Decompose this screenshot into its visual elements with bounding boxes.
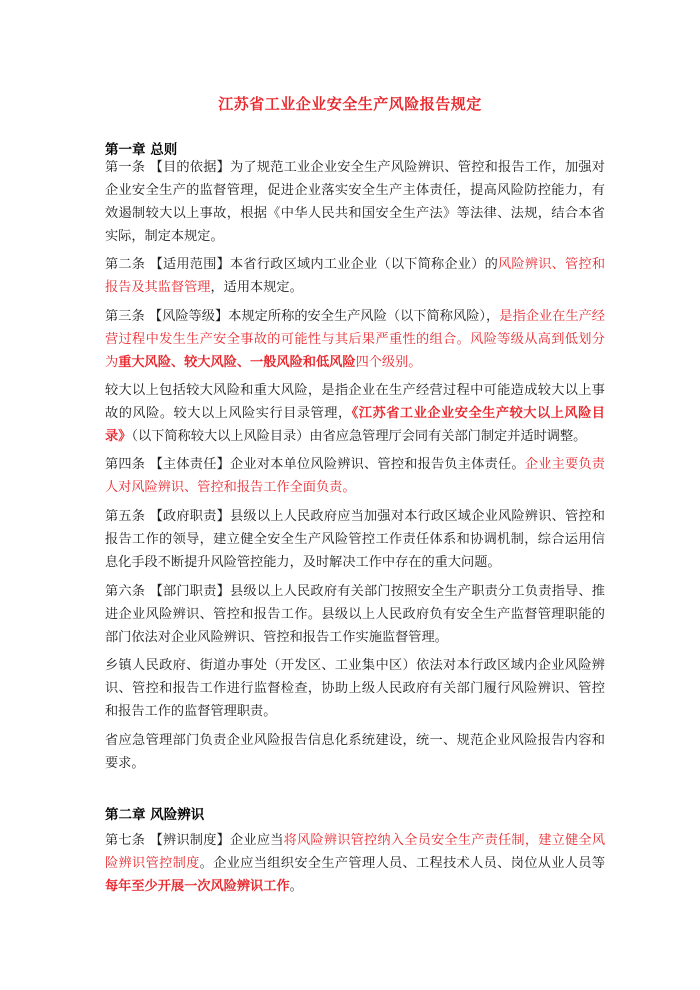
article-3-highlight-end: 四个级别。 [355, 355, 422, 370]
chapter-2-heading: 第二章 风险辨识 [105, 807, 205, 823]
document-title: 江苏省工业企业安全生产风险报告规定 [218, 95, 482, 113]
article-3-paragraph-2 [105, 379, 605, 448]
article-2-text-end: ，适用本规定。 [210, 280, 303, 295]
article-3 [105, 305, 605, 374]
article-3-head: 第三条 【风险等级】 [105, 309, 229, 324]
article-4-text: 企业对本单位风险辨识、管控和报告负主体责任。 [230, 457, 525, 472]
article-1-text: 为了规范工业企业安全生产风险辨识、管控和报告工作，加强对企业安全生产的监督管理，促进企业落实安全生产主体责任，提高风险防控能力，有效遏制较大以上事故，根据《中华人民共和国安全生产法》等法律、法规，结合本省实际，制定本规定。 [105, 160, 605, 244]
article-4-highlight: 企业主要负责人对风险辨识、管控和报告工作全面负责。 [105, 457, 605, 495]
article-7 [105, 829, 605, 898]
article-1-head: 第一条 【目的依据】 [105, 160, 231, 175]
article-6-head: 第六条 【部门职责】 [105, 584, 231, 599]
chapter-1-heading: 第一章 总则 [105, 142, 178, 158]
article-6-paragraph-2 [105, 654, 605, 723]
article-3-levels: 重大风险、较大风险、一般风险和低风险 [118, 355, 356, 370]
article-2-text: 本省行政区域内工业企业（以下简称企业）的 [230, 257, 499, 272]
article-4 [105, 453, 605, 499]
article-6-paragraph-3 [105, 729, 605, 775]
article-3b-text: 较大以上包括较大风险和重大风险，是指企业在生产经营过程中可能造成较大以上事故的风险。较大以上风险实行目录管理， [105, 383, 605, 421]
article-2-highlight: 风险辨识、管控和报告及其监督管理 [105, 257, 606, 295]
article-3-text: 本规定所称的安全生产风险（以下简称风险）， [228, 309, 500, 324]
article-1 [105, 156, 605, 248]
article-7-head: 第七条 【辨识制度】 [105, 833, 231, 848]
article-3b-text-end: （以下简称较大以上风险目录）由省应急管理厅会同有关部门制定并适时调整。 [131, 429, 587, 444]
article-5 [105, 505, 605, 574]
article-6c-text: 省应急管理部门负责企业风险报告信息化系统建设，统一、规范企业风险报告内容和要求。 [105, 733, 605, 771]
article-7-highlight: 将风险辨识管控纳入全员安全生产责任制，建立健全风险辨识管控制度 [105, 833, 606, 871]
article-7-text-end: 。 [289, 879, 303, 894]
article-3b-catalog-title: 《江苏省工业企业安全生产较大以上风险目录》 [105, 406, 605, 444]
article-2 [105, 253, 605, 299]
article-6-text: 县级以上人民政府有关部门按照安全生产职责分工负责指导、推进企业风险辨识、管控和报告工作。县级以上人民政府负有安全生产监督管理职能的部门依法对企业风险辨识、管控和报告工作实施监督管理。 [105, 584, 605, 645]
article-7-text-2: 。企业应当组织安全生产管理人员、工程技术人员、岗位从业人员等 [199, 856, 606, 871]
article-2-head: 第二条 【适用范围】 [105, 257, 231, 272]
article-5-text: 县级以上人民政府应当加强对本行政区域企业风险辨识、管控和报告工作的领导，建立健全安全生产风险管控工作责任体系和协调机制，综合运用信息化手段不断提升风险管控能力，及时解决工作中存在的重大问题。 [105, 509, 605, 570]
article-4-head: 第四条 【主体责任】 [105, 457, 231, 472]
article-6b-text: 乡镇人民政府、街道办事处（开发区、工业集中区）依法对本行政区域内企业风险辨识、管控和报告工作进行监督检查，协助上级人民政府有关部门履行风险辨识、管控和报告工作的监督管理职责。 [105, 658, 605, 719]
article-7-frequency: 每年至少开展一次风险辨识工作 [105, 879, 290, 894]
article-5-head: 第五条 【政府职责】 [105, 509, 231, 524]
article-7-text: 企业应当 [230, 833, 284, 848]
article-3-highlight: 是指企业在生产经营过程中发生生产安全事故的可能性与其后果严重性的组合。风险等级从高到低划分为 [105, 309, 605, 370]
article-6 [105, 580, 605, 649]
